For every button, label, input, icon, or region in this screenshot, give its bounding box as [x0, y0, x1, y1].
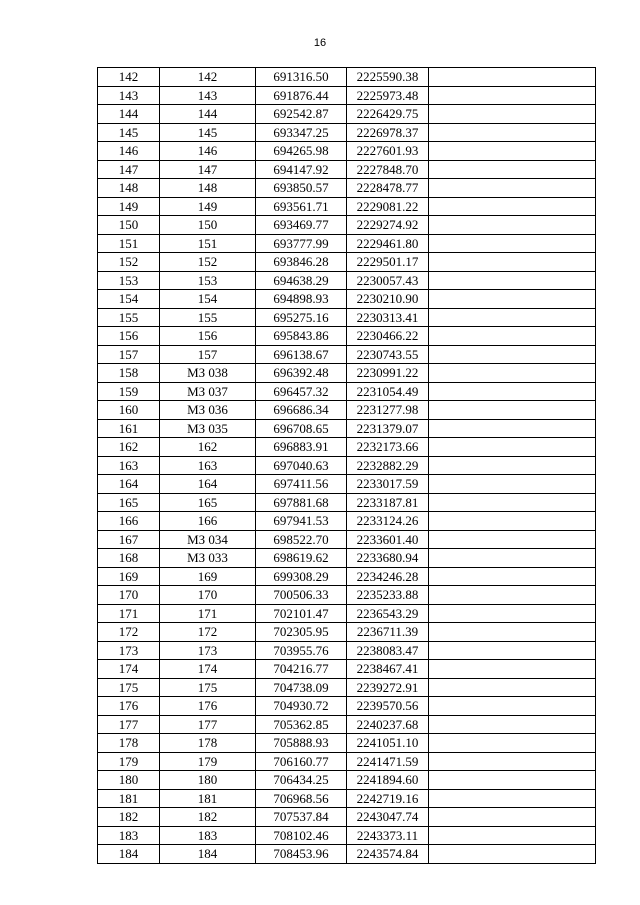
y-coordinate-cell: 2241894.60 [347, 771, 429, 790]
point-label-cell: 180 [160, 771, 256, 790]
y-coordinate-cell: 2240237.68 [347, 715, 429, 734]
point-label-cell: 144 [160, 105, 256, 124]
note-cell [429, 678, 596, 697]
x-coordinate-cell: 696138.67 [256, 345, 347, 364]
table-row [98, 419, 596, 438]
y-coordinate-cell: 2231277.98 [347, 401, 429, 420]
y-coordinate-cell: 2229501.17 [347, 253, 429, 272]
table-row [98, 327, 596, 346]
y-coordinate-cell: 2236543.29 [347, 604, 429, 623]
table-row [98, 456, 596, 475]
note-cell [429, 641, 596, 660]
point-number-cell: 181 [98, 789, 160, 808]
point-number-cell: 156 [98, 327, 160, 346]
note-cell [429, 530, 596, 549]
y-coordinate-cell: 2230991.22 [347, 364, 429, 383]
point-label-cell: 182 [160, 808, 256, 827]
point-number-cell: 174 [98, 660, 160, 679]
point-number-cell: 151 [98, 234, 160, 253]
y-coordinate-cell: 2233017.59 [347, 475, 429, 494]
x-coordinate-cell: 691876.44 [256, 86, 347, 105]
x-coordinate-cell: 702305.95 [256, 623, 347, 642]
point-label-cell: 166 [160, 512, 256, 531]
point-label-cell: 151 [160, 234, 256, 253]
x-coordinate-cell: 704216.77 [256, 660, 347, 679]
y-coordinate-cell: 2230466.22 [347, 327, 429, 346]
note-cell [429, 364, 596, 383]
y-coordinate-cell: 2233187.81 [347, 493, 429, 512]
note-cell [429, 493, 596, 512]
point-number-cell: 183 [98, 826, 160, 845]
point-number-cell: 177 [98, 715, 160, 734]
note-cell [429, 382, 596, 401]
y-coordinate-cell: 2226978.37 [347, 123, 429, 142]
note-cell [429, 604, 596, 623]
table-row [98, 678, 596, 697]
x-coordinate-cell: 696457.32 [256, 382, 347, 401]
point-number-cell: 149 [98, 197, 160, 216]
note-cell [429, 160, 596, 179]
point-label-cell: 172 [160, 623, 256, 642]
point-label-cell: МЗ 038 [160, 364, 256, 383]
note-cell [429, 308, 596, 327]
point-number-cell: 179 [98, 752, 160, 771]
y-coordinate-cell: 2232173.66 [347, 438, 429, 457]
point-label-cell: 145 [160, 123, 256, 142]
x-coordinate-cell: 704930.72 [256, 697, 347, 716]
table-row [98, 660, 596, 679]
y-coordinate-cell: 2229081.22 [347, 197, 429, 216]
table-row [98, 382, 596, 401]
x-coordinate-cell: 691316.50 [256, 68, 347, 87]
note-cell [429, 715, 596, 734]
y-coordinate-cell: 2230313.41 [347, 308, 429, 327]
x-coordinate-cell: 698619.62 [256, 549, 347, 568]
x-coordinate-cell: 703955.76 [256, 641, 347, 660]
x-coordinate-cell: 693469.77 [256, 216, 347, 235]
table-row [98, 438, 596, 457]
table-row [98, 197, 596, 216]
table-row [98, 549, 596, 568]
point-label-cell: 184 [160, 845, 256, 864]
point-number-cell: 157 [98, 345, 160, 364]
x-coordinate-cell: 693347.25 [256, 123, 347, 142]
y-coordinate-cell: 2231379.07 [347, 419, 429, 438]
point-number-cell: 145 [98, 123, 160, 142]
x-coordinate-cell: 697881.68 [256, 493, 347, 512]
note-cell [429, 327, 596, 346]
y-coordinate-cell: 2230743.55 [347, 345, 429, 364]
x-coordinate-cell: 697040.63 [256, 456, 347, 475]
point-label-cell: 176 [160, 697, 256, 716]
table-row [98, 697, 596, 716]
x-coordinate-cell: 693561.71 [256, 197, 347, 216]
point-label-cell: 173 [160, 641, 256, 660]
note-cell [429, 752, 596, 771]
x-coordinate-cell: 694147.92 [256, 160, 347, 179]
point-number-cell: 170 [98, 586, 160, 605]
point-label-cell: 162 [160, 438, 256, 457]
point-label-cell: 165 [160, 493, 256, 512]
table-row [98, 271, 596, 290]
point-number-cell: 169 [98, 567, 160, 586]
table-row [98, 345, 596, 364]
point-number-cell: 148 [98, 179, 160, 198]
note-cell [429, 290, 596, 309]
x-coordinate-cell: 692542.87 [256, 105, 347, 124]
table-row [98, 160, 596, 179]
note-cell [429, 475, 596, 494]
point-number-cell: 154 [98, 290, 160, 309]
note-cell [429, 271, 596, 290]
point-label-cell: 177 [160, 715, 256, 734]
table-row [98, 475, 596, 494]
table-row [98, 734, 596, 753]
point-label-cell: 149 [160, 197, 256, 216]
y-coordinate-cell: 2226429.75 [347, 105, 429, 124]
point-label-cell: 163 [160, 456, 256, 475]
y-coordinate-cell: 2241471.59 [347, 752, 429, 771]
point-number-cell: 180 [98, 771, 160, 790]
point-number-cell: 163 [98, 456, 160, 475]
table-row [98, 493, 596, 512]
y-coordinate-cell: 2242719.16 [347, 789, 429, 808]
note-cell [429, 105, 596, 124]
x-coordinate-cell: 706434.25 [256, 771, 347, 790]
x-coordinate-cell: 707537.84 [256, 808, 347, 827]
table-row [98, 308, 596, 327]
table-row [98, 567, 596, 586]
note-cell [429, 216, 596, 235]
note-cell [429, 419, 596, 438]
y-coordinate-cell: 2233601.40 [347, 530, 429, 549]
table-row [98, 290, 596, 309]
x-coordinate-cell: 706968.56 [256, 789, 347, 808]
x-coordinate-cell: 695275.16 [256, 308, 347, 327]
point-number-cell: 153 [98, 271, 160, 290]
point-label-cell: МЗ 037 [160, 382, 256, 401]
point-label-cell: МЗ 033 [160, 549, 256, 568]
point-number-cell: 155 [98, 308, 160, 327]
x-coordinate-cell: 708102.46 [256, 826, 347, 845]
note-cell [429, 623, 596, 642]
note-cell [429, 179, 596, 198]
x-coordinate-cell: 700506.33 [256, 586, 347, 605]
y-coordinate-cell: 2228478.77 [347, 179, 429, 198]
y-coordinate-cell: 2239272.91 [347, 678, 429, 697]
note-cell [429, 789, 596, 808]
point-number-cell: 143 [98, 86, 160, 105]
table-row [98, 604, 596, 623]
point-number-cell: 144 [98, 105, 160, 124]
x-coordinate-cell: 705888.93 [256, 734, 347, 753]
point-label-cell: 155 [160, 308, 256, 327]
point-number-cell: 160 [98, 401, 160, 420]
point-label-cell: 156 [160, 327, 256, 346]
table-row [98, 142, 596, 161]
point-label-cell: 147 [160, 160, 256, 179]
note-cell [429, 808, 596, 827]
point-label-cell: 142 [160, 68, 256, 87]
y-coordinate-cell: 2239570.56 [347, 697, 429, 716]
y-coordinate-cell: 2232882.29 [347, 456, 429, 475]
y-coordinate-cell: 2231054.49 [347, 382, 429, 401]
point-label-cell: 169 [160, 567, 256, 586]
x-coordinate-cell: 693777.99 [256, 234, 347, 253]
note-cell [429, 771, 596, 790]
y-coordinate-cell: 2243574.84 [347, 845, 429, 864]
point-number-cell: 171 [98, 604, 160, 623]
x-coordinate-cell: 694898.93 [256, 290, 347, 309]
note-cell [429, 401, 596, 420]
point-number-cell: 178 [98, 734, 160, 753]
y-coordinate-cell: 2241051.10 [347, 734, 429, 753]
y-coordinate-cell: 2243373.11 [347, 826, 429, 845]
point-number-cell: 158 [98, 364, 160, 383]
point-number-cell: 146 [98, 142, 160, 161]
table-row [98, 234, 596, 253]
x-coordinate-cell: 696392.48 [256, 364, 347, 383]
note-cell [429, 845, 596, 864]
x-coordinate-cell: 704738.09 [256, 678, 347, 697]
table-row [98, 530, 596, 549]
note-cell [429, 345, 596, 364]
note-cell [429, 512, 596, 531]
x-coordinate-cell: 698522.70 [256, 530, 347, 549]
table-row [98, 179, 596, 198]
x-coordinate-cell: 699308.29 [256, 567, 347, 586]
table-row [98, 401, 596, 420]
table-row [98, 641, 596, 660]
table-row [98, 586, 596, 605]
note-cell [429, 456, 596, 475]
x-coordinate-cell: 697941.53 [256, 512, 347, 531]
point-label-cell: 143 [160, 86, 256, 105]
point-label-cell: 181 [160, 789, 256, 808]
x-coordinate-cell: 696883.91 [256, 438, 347, 457]
y-coordinate-cell: 2230057.43 [347, 271, 429, 290]
y-coordinate-cell: 2234246.28 [347, 567, 429, 586]
note-cell [429, 567, 596, 586]
point-label-cell: 178 [160, 734, 256, 753]
point-number-cell: 176 [98, 697, 160, 716]
y-coordinate-cell: 2227848.70 [347, 160, 429, 179]
x-coordinate-cell: 695843.86 [256, 327, 347, 346]
table-row [98, 715, 596, 734]
point-number-cell: 184 [98, 845, 160, 864]
point-number-cell: 175 [98, 678, 160, 697]
point-label-cell: 164 [160, 475, 256, 494]
point-label-cell: 150 [160, 216, 256, 235]
table-row [98, 623, 596, 642]
x-coordinate-cell: 708453.96 [256, 845, 347, 864]
note-cell [429, 734, 596, 753]
point-number-cell: 142 [98, 68, 160, 87]
x-coordinate-cell: 702101.47 [256, 604, 347, 623]
point-number-cell: 159 [98, 382, 160, 401]
point-number-cell: 166 [98, 512, 160, 531]
point-label-cell: 153 [160, 271, 256, 290]
point-label-cell: 152 [160, 253, 256, 272]
point-number-cell: 150 [98, 216, 160, 235]
y-coordinate-cell: 2238083.47 [347, 641, 429, 660]
note-cell [429, 438, 596, 457]
point-number-cell: 168 [98, 549, 160, 568]
point-label-cell: 170 [160, 586, 256, 605]
coordinates-table [97, 67, 596, 864]
x-coordinate-cell: 694265.98 [256, 142, 347, 161]
coordinates-table-body [98, 68, 596, 864]
x-coordinate-cell: 696686.34 [256, 401, 347, 420]
note-cell [429, 123, 596, 142]
table-row [98, 216, 596, 235]
table-row [98, 364, 596, 383]
point-number-cell: 167 [98, 530, 160, 549]
table-row [98, 253, 596, 272]
point-number-cell: 161 [98, 419, 160, 438]
y-coordinate-cell: 2230210.90 [347, 290, 429, 309]
note-cell [429, 826, 596, 845]
x-coordinate-cell: 697411.56 [256, 475, 347, 494]
point-label-cell: 146 [160, 142, 256, 161]
y-coordinate-cell: 2233680.94 [347, 549, 429, 568]
table-row [98, 512, 596, 531]
y-coordinate-cell: 2229461.80 [347, 234, 429, 253]
table-row [98, 86, 596, 105]
point-label-cell: 175 [160, 678, 256, 697]
y-coordinate-cell: 2225590.38 [347, 68, 429, 87]
y-coordinate-cell: 2233124.26 [347, 512, 429, 531]
x-coordinate-cell: 693850.57 [256, 179, 347, 198]
x-coordinate-cell: 693846.28 [256, 253, 347, 272]
point-label-cell: 171 [160, 604, 256, 623]
point-label-cell: 179 [160, 752, 256, 771]
x-coordinate-cell: 696708.65 [256, 419, 347, 438]
y-coordinate-cell: 2236711.39 [347, 623, 429, 642]
note-cell [429, 142, 596, 161]
note-cell [429, 197, 596, 216]
table-row [98, 752, 596, 771]
point-label-cell: 183 [160, 826, 256, 845]
note-cell [429, 660, 596, 679]
table-row [98, 105, 596, 124]
x-coordinate-cell: 694638.29 [256, 271, 347, 290]
point-number-cell: 164 [98, 475, 160, 494]
y-coordinate-cell: 2225973.48 [347, 86, 429, 105]
page-number: 16 [313, 37, 327, 49]
point-number-cell: 182 [98, 808, 160, 827]
note-cell [429, 697, 596, 716]
point-number-cell: 165 [98, 493, 160, 512]
y-coordinate-cell: 2238467.41 [347, 660, 429, 679]
note-cell [429, 586, 596, 605]
table-row [98, 771, 596, 790]
y-coordinate-cell: 2243047.74 [347, 808, 429, 827]
point-number-cell: 162 [98, 438, 160, 457]
table-row [98, 789, 596, 808]
point-number-cell: 152 [98, 253, 160, 272]
point-number-cell: 172 [98, 623, 160, 642]
point-label-cell: 157 [160, 345, 256, 364]
point-label-cell: МЗ 036 [160, 401, 256, 420]
point-label-cell: МЗ 035 [160, 419, 256, 438]
point-label-cell: 148 [160, 179, 256, 198]
table-row [98, 808, 596, 827]
table-row [98, 845, 596, 864]
y-coordinate-cell: 2229274.92 [347, 216, 429, 235]
x-coordinate-cell: 706160.77 [256, 752, 347, 771]
note-cell [429, 549, 596, 568]
note-cell [429, 253, 596, 272]
point-number-cell: 173 [98, 641, 160, 660]
y-coordinate-cell: 2235233.88 [347, 586, 429, 605]
table-row [98, 123, 596, 142]
point-number-cell: 147 [98, 160, 160, 179]
note-cell [429, 234, 596, 253]
y-coordinate-cell: 2227601.93 [347, 142, 429, 161]
x-coordinate-cell: 705362.85 [256, 715, 347, 734]
point-label-cell: 154 [160, 290, 256, 309]
point-label-cell: МЗ 034 [160, 530, 256, 549]
note-cell [429, 86, 596, 105]
note-cell [429, 68, 596, 87]
table-row [98, 68, 596, 87]
table-row [98, 826, 596, 845]
point-label-cell: 174 [160, 660, 256, 679]
